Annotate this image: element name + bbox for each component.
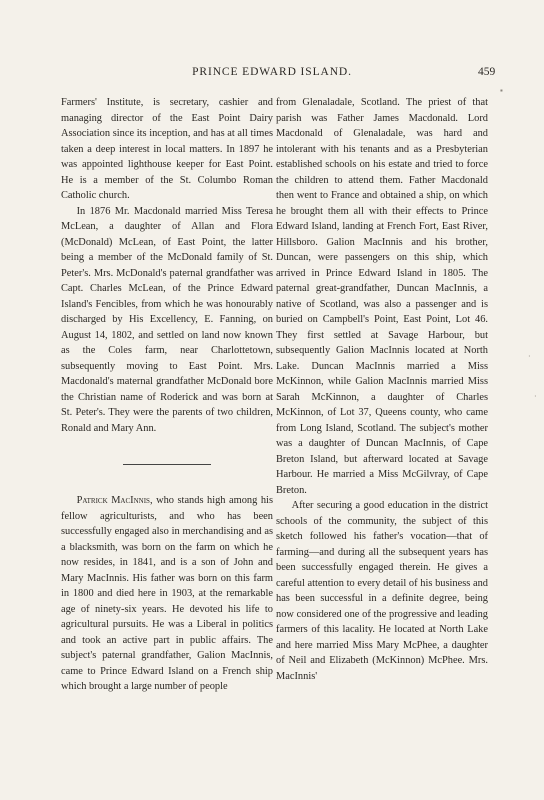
paragraph-education: After securing a good education in the district schools of the community, the subject of this sketch followed his father's vocation—that of farming—and during all the subsequent years has been successfully engaged therein. He gives a careful attention to every detail of his business and has been successful in a definite degree, being now considered one of the progressive and leading farmers of this lacality. He located at North Lake and here married Miss Mary McPhee, a daughter of Neil and Elizabeth (McKinnon) McPhee. Mrs. MacInnis' [276,500,488,682]
subject-name: Patrick MacInnis, [76,495,153,506]
margin-speck: · [528,352,531,361]
running-head: PRINCE EDWARD ISLAND. [192,66,352,78]
right-column [276,95,488,684]
section-divider [123,464,211,465]
paragraph-patrick-macinnis [61,493,273,695]
left-column [61,95,273,695]
paragraph-institute: Farmers' Institute, is secretary, cashier and managing director of the East Point Dairy Association since its inception, and has at all times taken a deep interest in local matters. In 1897 he was appointed lighthouse keeper for East Point. He is a member of the St. Columbo Roman Catholic church. [61,97,273,201]
margin-speck: · [534,392,537,401]
paragraph-glenaladale: from Glenaladale, Scotland. The priest of that parish was Father James Macdonald. Lord Macdonald of Glenaladale, was hard and intolerant with his tenants and as a Presbyterian established schools on his estate and tried to force the children to attend them. Father Macdonald then went to France and obtained a ship, on which he brought them all with their effects to Prince Edward Island, landing at French Fort, East River, Hillsboro. Galion MacInnis and his brother, Duncan, were passengers on this ship, which arrived in Prince Edward Island in 1805. The paternal great-grandfather, Duncan MacInnis, a native of Scotland, was also a passenger and is buried on Campbell's Point, East Point, Lot 46. They first settled at Savage Harbour, but subsequently Galion MacInnis located at North Lake. Duncan MacInnis married a Miss McKinnon, while Galion MacInnis married Miss Sarah McKinnon, a daughter of Charles McKinnon, of Lot 37, Queens county, who came from Long Island, Scotland. The subject's mother was a daughter of Duncan MacInnis, of Cape Breton Island, but afterward located at Savage Harbour. He married a Miss McGilvray, of Cape Breton. [276,97,488,496]
page-number: 459 [478,66,496,78]
paragraph-patrick-text: who stands high among his fellow agriculturists, and who has been successfully engaged also in merchandising and as a blacksmith, was born on the farm on which he now resides, in 1841, and is a son of John and Mary MacInnis. His father was born on this farm in 1800 and died here in 1903, at the remarkable age of ninety-six years. He devoted his life to agricultural pursuits. He was a Liberal in politics and took an active part in public affairs. The subject's paternal grandfather, Galion MacInnis, came to Prince Edward Island on a French ship which brought a large number of people [61,495,273,692]
margin-speck: ▪ [500,86,503,95]
paragraph-marriage: In 1876 Mr. Macdonald married Miss Teresa McLean, a daughter of Allan and Flora (McDonald) McLean, of East Point, the latter being a member of the McDonald family of St. Peter's. Mrs. McDonald's paternal grandfather was Capt. Charles McLean, of the Prince Edward Island's Fencibles, from which he was honourably discharged by His Excellency, E. Fanning, on August 14, 1802, and settled on land now known as the Coles farm, near Charlottetown, subsequently moving to East Point. Mrs. Macdonald's maternal grandfather McDonald bore the Christian name of Roderick and was born at St. Peter's. They were the parents of two children, Ronald and Mary Ann. [61,205,273,434]
